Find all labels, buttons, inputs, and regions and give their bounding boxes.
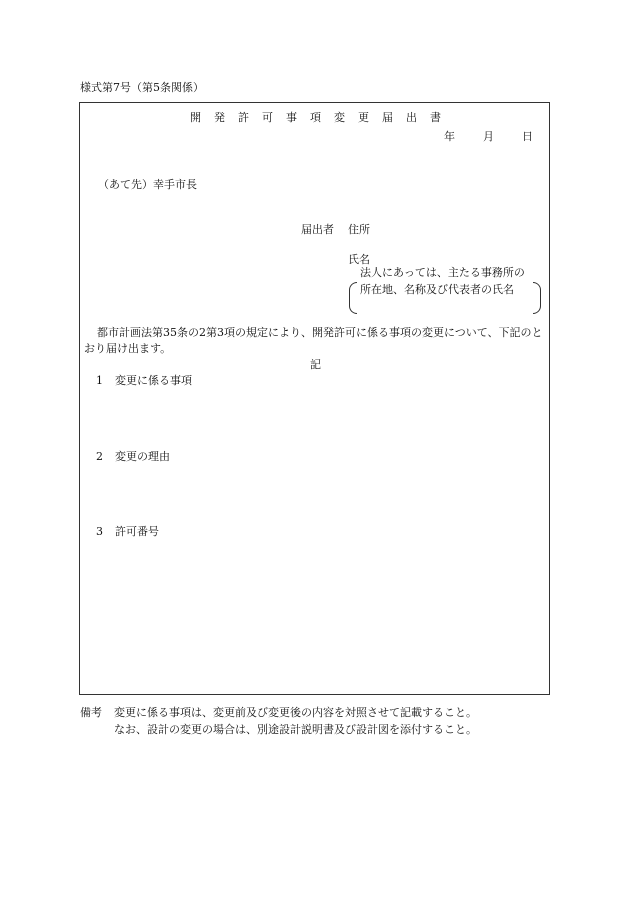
ki-mark: 記 (310, 358, 321, 371)
date-month-label: 月 (483, 130, 494, 143)
item-number: 3 (96, 525, 103, 538)
submitter-label: 届出者 (301, 223, 334, 236)
bracket-left (349, 282, 357, 314)
remarks-line1: 変更に係る事項は、変更前及び変更後の内容を対照させて記載すること。 (114, 706, 477, 719)
form-box (79, 102, 550, 695)
corporation-note-line2: 所在地、名称及び代表者の氏名 (360, 283, 514, 296)
date-day-label: 日 (522, 130, 533, 143)
name-label: 氏名 (348, 253, 370, 266)
addressee: （あて先）幸手市長 (98, 178, 197, 191)
bracket-right (533, 282, 541, 314)
item-number: 2 (96, 450, 103, 463)
document-title: 開発許可事項変更届出書 (190, 111, 454, 124)
address-label: 住所 (348, 223, 370, 236)
corporation-note (349, 266, 541, 306)
item-label-change-reason: 変更の理由 (115, 450, 170, 463)
item-label-permit-number: 許可番号 (115, 525, 159, 538)
date-year-label: 年 (444, 130, 455, 143)
date-row (444, 130, 533, 145)
remarks-heading: 備考 (80, 706, 102, 719)
item-number: 1 (96, 374, 103, 387)
body-text (84, 325, 547, 357)
item-label-change-matters: 変更に係る事項 (115, 374, 192, 387)
corporation-note-line1: 法人にあっては、主たる事務所の (360, 266, 525, 279)
body-paragraph: 都市計画法第35条の2第3項の規定により、開発許可に係る事項の変更について、下記のとおり届け出ます。 (84, 326, 543, 355)
form-number: 様式第7号（第5条関係） (80, 81, 204, 94)
remarks-line2: なお、設計の変更の場合は、別途設計説明書及び設計図を添付すること。 (114, 723, 477, 736)
